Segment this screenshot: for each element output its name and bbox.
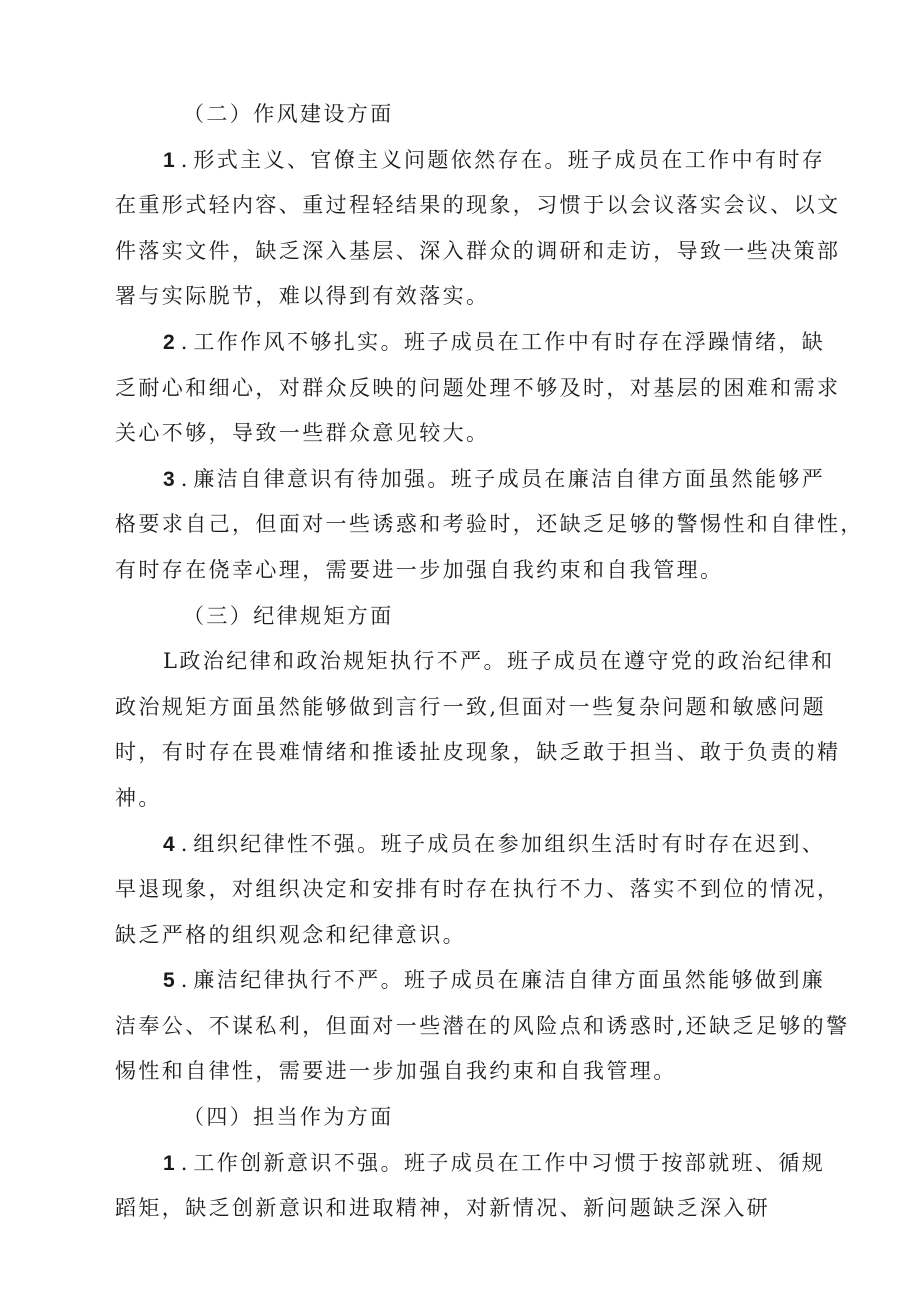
paragraph-line: 关心不够，导致一些群众意见较大。: [115, 421, 490, 446]
item-number: 1: [163, 1151, 175, 1175]
paragraph-line: 5 . 廉洁纪律执行不严。班子成员在廉洁自律方面虽然能够做到廉: [163, 968, 826, 993]
paragraph-line: 政治规矩方面虽然能够做到言行一致,但面对一些复杂问题和敏感问题: [115, 694, 827, 719]
paragraph-line: 3 . 廉洁自律意识有待加强。班子成员在廉洁自律方面虽然能够严: [163, 466, 826, 491]
paragraph-line: 署与实际脱节，难以得到有效落实。: [115, 284, 490, 309]
paragraph-line: 1 . 工作创新意识不强。班子成员在工作中习惯于按部就班、循规: [163, 1150, 826, 1175]
section-heading-4: （四）担当作为方面: [183, 1105, 394, 1130]
paragraph-line: 乏耐心和细心，对群众反映的问题处理不够及时，对基层的困难和需求: [115, 375, 841, 400]
paragraph-line: L政治纪律和政治规矩执行不严。班子成员在遵守党的政治纪律和: [163, 649, 835, 674]
item-number: 3: [163, 467, 175, 491]
paragraph-line: 有时存在侥幸心理，需要进一步加强自我约束和自我管理。: [115, 557, 724, 582]
paragraph-line: 洁奉公、不谋私利，但面对一些潜在的风险点和诱惑时,还缺乏足够的警: [115, 1013, 850, 1038]
paragraph-line: 惕性和自律性，需要进一步加强自我约束和自我管理。: [115, 1059, 677, 1084]
item-number: 1: [163, 148, 175, 172]
paragraph-line: 4 . 组织纪律性不强。班子成员在参加组织生活时有时存在迟到、: [163, 831, 826, 856]
paragraph-line: 件落实文件，缺乏深入基层、深入群众的调研和走访，导致一些决策部: [115, 238, 841, 263]
item-number: 4: [163, 832, 175, 856]
section-heading-3: （三）纪律规矩方面: [183, 603, 394, 628]
paragraph-line: 2 . 工作作风不够扎实。班子成员在工作中有时存在浮躁情绪，缺: [163, 329, 826, 354]
paragraph-line: 在重形式轻内容、重过程轻结果的现象，习惯于以会议落实会议、以文: [115, 193, 841, 218]
item-number: 5: [163, 969, 175, 993]
paragraph-line: 1 . 形式主义、官僚主义问题依然存在。班子成员在工作中有时存: [163, 147, 826, 172]
section-heading-2: （二）作风建设方面: [183, 102, 394, 126]
item-number: 2: [163, 330, 175, 354]
paragraph-line: 蹈矩，缺乏创新意识和进取精神，对新情况、新问题缺乏深入研: [115, 1196, 771, 1221]
paragraph-line: 神。: [115, 785, 162, 810]
document-body: [115, 92, 864, 1232]
paragraph-line: 早退现象，对组织决定和安排有时存在执行不力、落实不到位的情况，: [115, 877, 841, 902]
paragraph-line: 缺乏严格的组织观念和纪律意识。: [115, 922, 466, 947]
paragraph-line: 时，有时存在畏难情绪和推诿扯皮现象，缺乏敢于担当、敢于负责的精: [115, 740, 841, 765]
paragraph-line: 格要求自己，但面对一些诱惑和考验时，还缺乏足够的警惕性和自律性，: [115, 512, 864, 537]
